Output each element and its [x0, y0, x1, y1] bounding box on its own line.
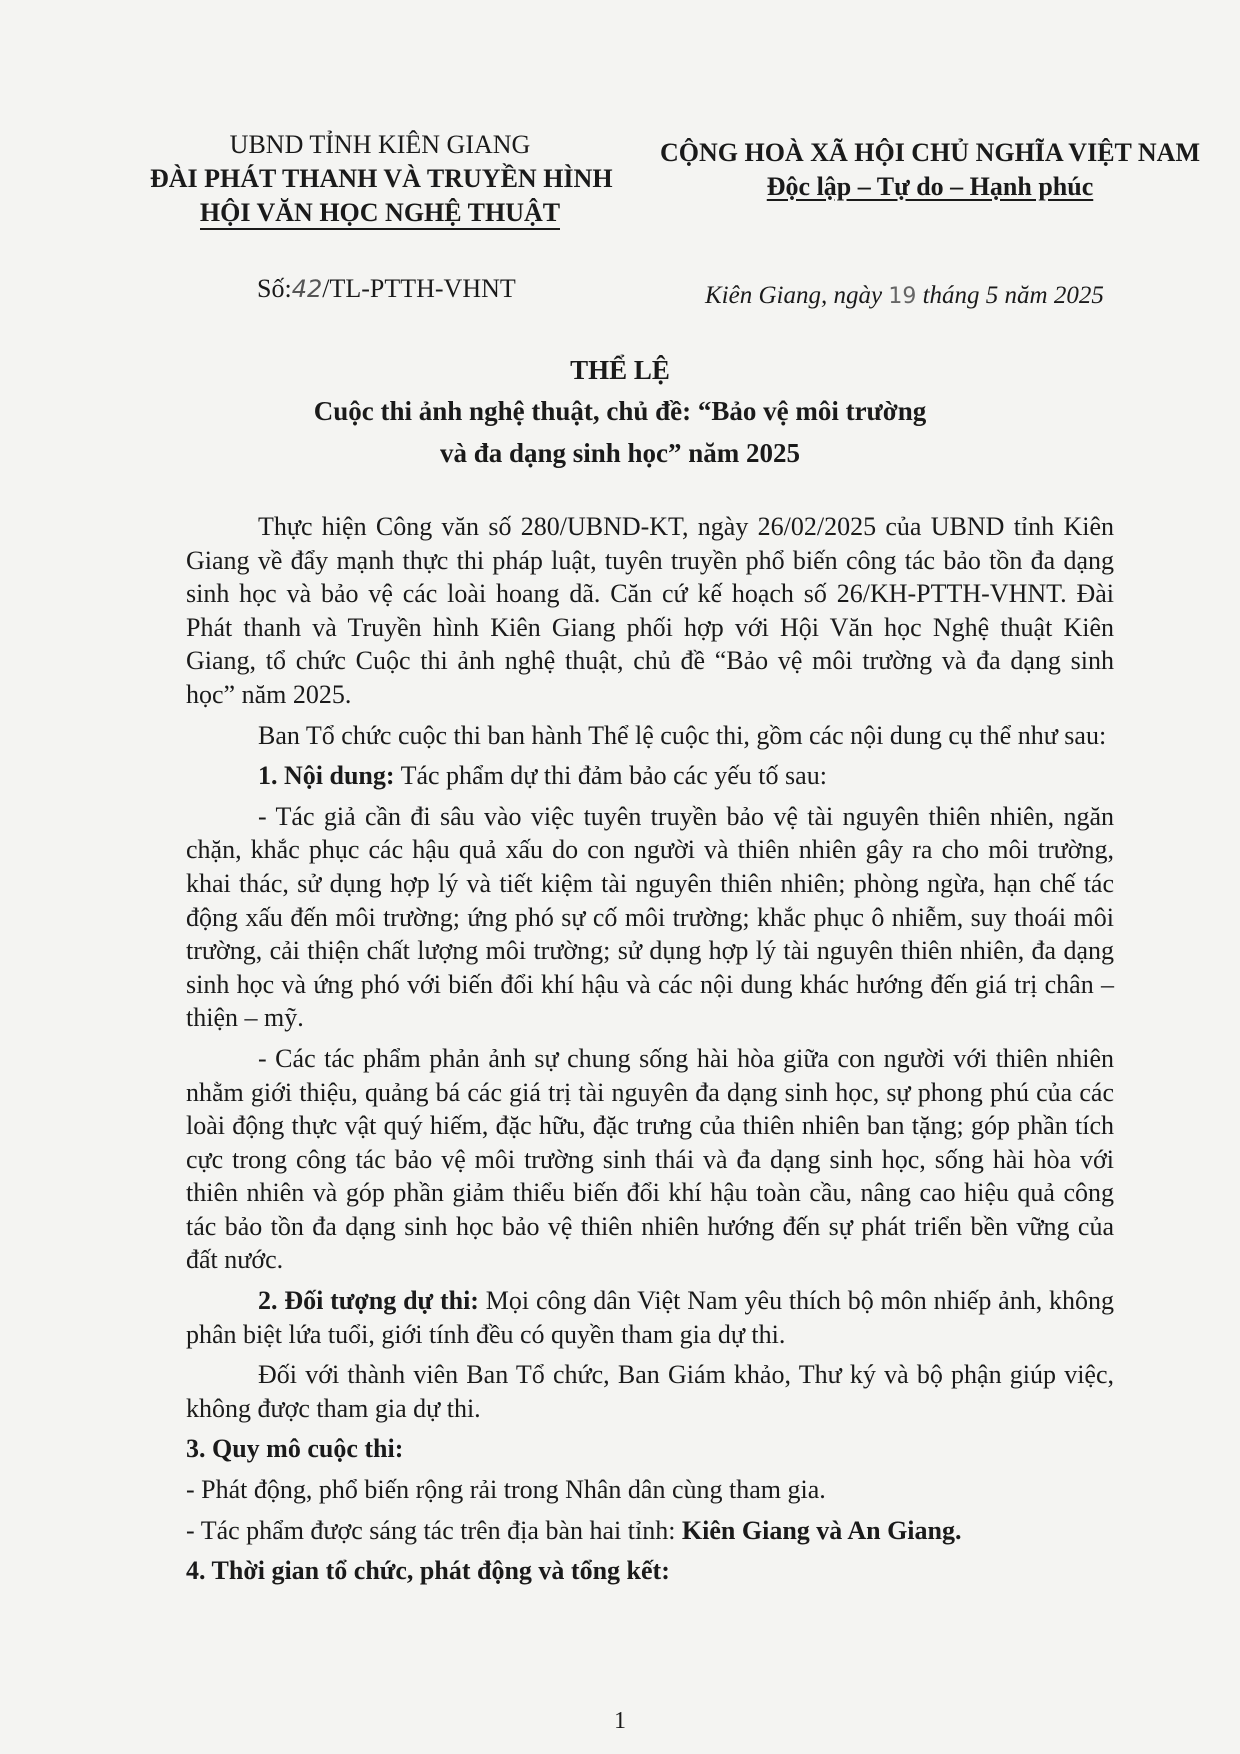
- section-2: 2. Đối tượng dự thi: Mọi công dân Việt Nam yêu thích bộ môn nhiếp ảnh, không phân biệt lứa tuổi, giới tính đều có quyền tham gia dự thi.: [186, 1286, 1115, 1349]
- document-title: [200, 350, 1040, 474]
- title-main: THỂ LỆ: [570, 355, 670, 385]
- section-1-heading: 1. Nội dung:: [258, 761, 395, 791]
- section-3-item-1: - Phát động, phổ biến rộng rải trong Nhân dân cùng tham gia.: [186, 1475, 826, 1505]
- handwritten-number: 42: [291, 275, 323, 303]
- announce-paragraph: Ban Tổ chức cuộc thi ban hành Thể lệ cuộc thi, gồm các nội dung cụ thể như sau:: [258, 720, 1107, 750]
- section-1-item-2: - Các tác phẩm phản ảnh sự chung sống hài hòa giữa con người với thiên nhiên nhằm giới thiệu, quảng bá các giá trị tài nguyên đa dạng sinh học, sự phong phú của các loài động thực vật quý hiếm, đặc hữu, đặc trưng của thiên nhiên ban tặng; góp phần tích cực trong công tác bảo vệ môi trường sinh thái và đa dạng sinh học, sống hài hòa với thiên nhiên và góp phần giảm thiểu biến đổi khí hậu toàn cầu, nâng cao hiệu quả công tác bảo tồn đa dạng sinh học bảo vệ thiên nhiên hướng đến sự phát triển bền vững của đất nước.: [186, 1043, 1114, 1275]
- issuer-station: ĐÀI PHÁT THANH VÀ TRUYỀN HÌNH: [150, 164, 613, 193]
- national-motto: Độc lập – Tự do – Hạnh phúc: [766, 172, 1094, 201]
- document-number: Số:42/TL-PTTH-VHNT: [257, 274, 516, 303]
- issuer-province: UBND TỈNH KIÊN GIANG: [229, 130, 531, 159]
- section-4-heading: 4. Thời gian tổ chức, phát động và tổng kết:: [186, 1556, 670, 1586]
- issuer-association: HỘI VĂN HỌC NGHỆ THUẬT: [200, 198, 560, 230]
- section-3-item-2: - Tác phẩm được sáng tác trên địa bàn hai tỉnh: Kiên Giang và An Giang.: [186, 1515, 962, 1545]
- issuer-header: [150, 128, 613, 230]
- document-date: Kiên Giang, ngày 19 tháng 5 năm 2025: [705, 282, 1104, 309]
- section-2-heading: 2. Đối tượng dự thi:: [258, 1286, 479, 1316]
- section-3-heading: 3. Quy mô cuộc thi:: [186, 1434, 404, 1464]
- national-header: [650, 136, 1210, 204]
- handwritten-day: 19: [888, 284, 917, 309]
- section-1-item-1: - Tác giả cần đi sâu vào việc tuyên truyền bảo vệ tài nguyên thiên nhiên, ngăn chặn, khắc phục các hậu quả xấu do con người và thiên nhiên gây ra cho môi trường, khai thác, sử dụng hợp lý và tiết kiệm tài nguyên thiên nhiên; phòng ngừa, hạn chế tác động xấu đến môi trường; ứng phó sự cố môi trường; khắc phục ô nhiễm, suy thoái môi trường, cải thiện chất lượng môi trường; sử dụng hợp lý tài nguyên thiên nhiên, đa dạng sinh học và ứng phó với biến đổi khí hậu và các nội dung khác hướng đến giá trị chân – thiện – mỹ.: [186, 801, 1114, 1033]
- document-body: [186, 510, 1114, 1588]
- title-subtitle-2: và đa dạng sinh học” năm 2025: [439, 438, 801, 468]
- title-subtitle-1: Cuộc thi ảnh nghệ thuật, chủ đề: “Bảo vệ môi trường: [313, 396, 927, 426]
- section-2-note: Đối với thành viên Ban Tổ chức, Ban Giám khảo, Thư ký và bộ phận giúp việc, không được tham gia dự thi.: [186, 1360, 1114, 1423]
- intro-paragraph: Thực hiện Công văn số 280/UBND-KT, ngày 26/02/2025 của UBND tỉnh Kiên Giang về đẩy mạnh thực thi pháp luật, tuyên truyền phổ biến công tác bảo tồn đa dạng sinh học và bảo vệ các loài hoang dã. Căn cứ kế hoạch số 26/KH-PTTH-VHNT. Đài Phát thanh và Truyền hình Kiên Giang phối hợp với Hội Văn học Nghệ thuật Kiên Giang, tổ chức Cuộc thi ảnh nghệ thuật, chủ đề “Bảo vệ môi trường và đa dạng sinh học” năm 2025.: [186, 512, 1114, 709]
- section-1: 1. Nội dung: Tác phẩm dự thi đảm bảo các yếu tố sau:: [258, 761, 827, 791]
- national-title: CỘNG HOÀ XÃ HỘI CHỦ NGHĨA VIỆT NAM: [659, 138, 1201, 167]
- page-number: 1: [614, 1708, 626, 1734]
